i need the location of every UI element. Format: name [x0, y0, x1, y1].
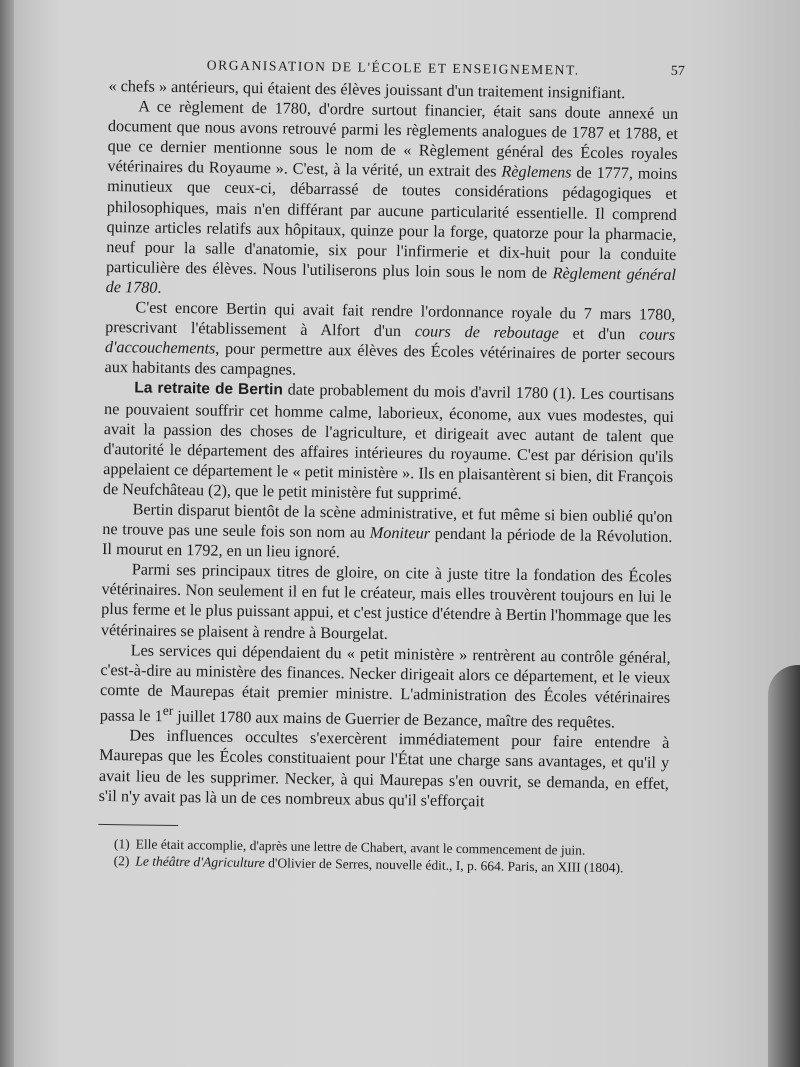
paragraph-7: Les services qui dépendaient du « petit ministère » rentrèrent au contrôle général, c'est-à-dire au ministère des finances. Necker dirigeait alors ce département, et le vieux comte de Maurepas était premier ministre. L'administration des Écoles vétérinaires passa le 1er juillet 1780 aux mains de Guerrier de Bezance, maître des requêtes. [99, 640, 671, 732]
running-title: ORGANISATION DE L'ÉCOLE ET ENSEIGNEMENT. [206, 57, 580, 78]
paragraph-6: Parmi ses principaux titres de gloire, on cite à juste titre la fondation des Écoles vétérinaires. Non seulement il en fut le créateur, mais elles trouvèrent toujours en lui le plus ferme et le plus puissant appui, et c'est justice d'étendre à Bertin l'hommage que les vétérinaires se plaisent à rendre à Bourgelat. [100, 560, 672, 643]
page-number: 57 [670, 63, 685, 80]
paragraph-5: Bertin disparut bientôt de la scène administrative, et fut même si bien oublié qu'on ne trouve pas une seule fois son nom au Moniteur pendant la période de la Révolution. Il mourut en 1792, en un lieu ignoré. [101, 500, 673, 562]
section-heading-retraite: La retraite de Bertin [134, 379, 284, 399]
footnote-1: (1) Elle était accomplie, d'après une lettre de Chabert, avant le commencement de juin. [113, 835, 586, 858]
book-page [14, 0, 800, 1067]
footnote-divider [98, 824, 178, 826]
book-spine-shadow [0, 0, 14, 1067]
paragraph-1: « chefs » antérieurs, qui étaient des élèves jouissant d'un traitement insignifiant. [108, 76, 626, 103]
thumb-holding-page [768, 665, 800, 1067]
paragraph-4: La retraite de Bertin date probablement du mois d'avril 1780 (1). Les courtisans ne pouvaient souffrir cet homme calme, laborieux, économe, aux vues modestes, qui avait la passion des choses de l'agriculture, et dirigeait avec autant de talent que d'autorité le département des affaires intérieures du royaume. C'est par dérision qu'ils appelaient ce département le « petit ministère ». Ils en plaisantèrent si bien, dit François de Neufchâteau (2), que le petit ministère fut supprimé. [102, 379, 675, 503]
paragraph-3: C'est encore Bertin qui avait fait rendre l'ordonnance royale du 7 mars 1780, prescrivant l'établissement à Alfort d'un cours de reboutage et d'un cours d'accouchements, pour permettre aux élèves des Écoles vétérinaires de porter secours aux habitants des campagnes. [104, 298, 676, 379]
page-content [98, 54, 685, 877]
footnote-2: (2) Le théâtre d'Agriculture d'Olivier de Serres, nouvelle édit., I, p. 664. Paris, an XIII (1804). [113, 852, 624, 876]
paragraph-8: Des influences occultes s'exercèrent immédiatement pour faire entendre à Maurepas que les Écoles constituaient pour l'État une charge sans avantages, et qu'il y avait lieu de les supprimer. Necker, à qui Maurepas s'en ouvrit, se demanda, en effet, s'il n'y avait pas là un de ces nombreux abus qu'il s'efforçait [98, 726, 670, 810]
paragraph-2: A ce règlement de 1780, d'ordre surtout financier, était sans doute annexé un document que nous avons retrouvé parmi les règlements analogues de 1787 et 1788, et que ce dernier mentionne sous le nom de « Règlement général des Écoles royales vétérinaires du Royaume ». C'est, à la vérité, un extrait des Règlemens de 1777, moins minutieux que ceux-ci, débarrassé de toutes considérations pédagogiques et philosophiques, mais n'en différant par aucune particularité essentielle. Il comprend quinze articles relatifs aux hôpitaux, quinze pour la forge, quatorze pour la pharmacie, neuf pour la salle d'anatomie, six pour l'infirmerie et dix-huit pour la conduite particulière des élèves. Nous l'utiliserons plus loin sous le nom de Règlement général de 1780. [105, 97, 679, 297]
